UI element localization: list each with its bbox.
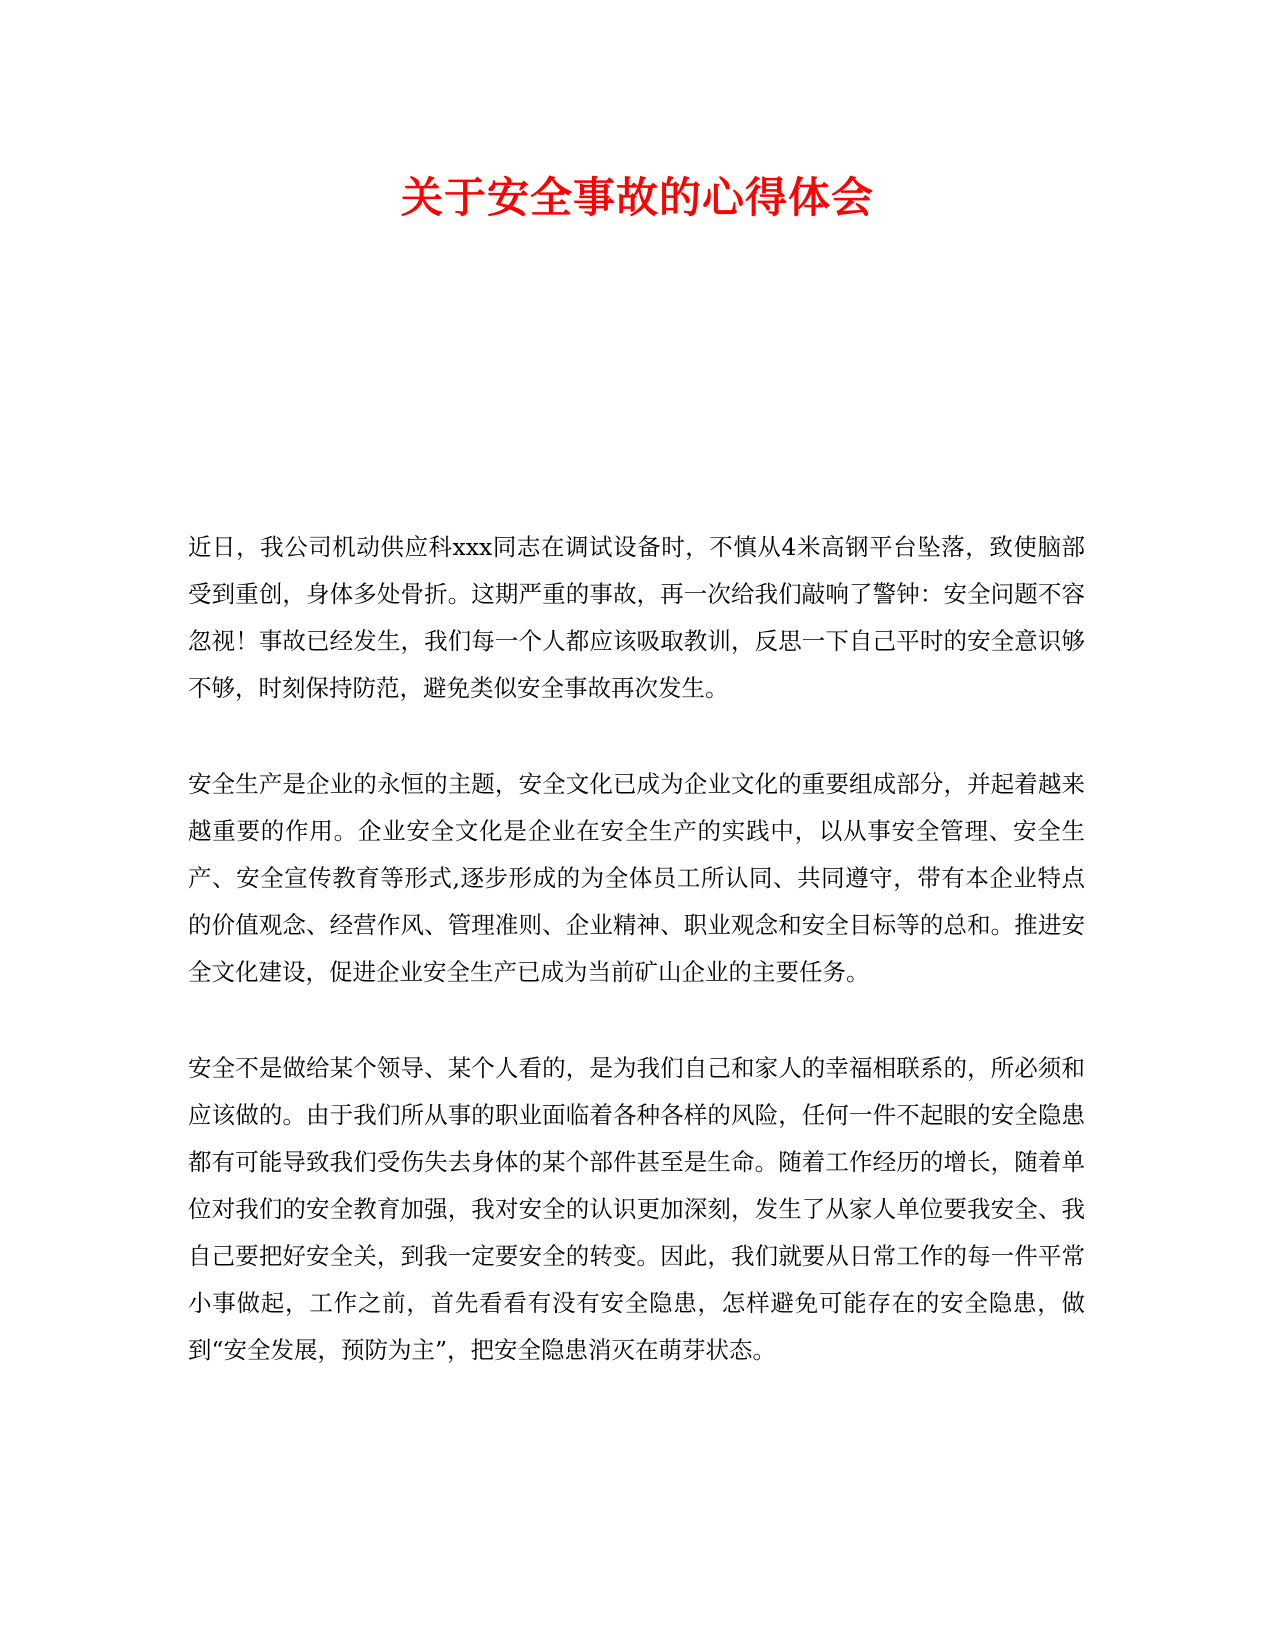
document-title: 关于安全事故的心得体会: [400, 173, 874, 222]
paragraph-2: 安全生产是企业的永恒的主题，安全文化已成为企业文化的重要组成部分，并起着越来越重要的作用。企业安全文化是企业在安全生产的实践中，以从事安全管理、安全生产、安全宣传教育等形式,逐步形成的为全体员工所认同、共同遵守，带有本企业特点的价值观念、经营作风、管理准则、企业精神、职业观念和安全目标等的总和。推进安全文化建设，促进企业安全生产已成为当前矿山企业的主要任务。: [188, 770, 1085, 986]
document-body: [188, 524, 1085, 1423]
paragraph-1: 近日，我公司机动供应科xxx同志在调试设备时，不慎从4米高钢平台坠落，致使脑部受到重创，身体多处骨折。这期严重的事故，再一次给我们敲响了警钟：安全问题不容忽视！事故已经发生，我们每一个人都应该吸取教训，反思一下自己平时的安全意识够不够，时刻保持防范，避免类似安全事故再次发生。: [188, 533, 1085, 702]
paragraph-3: 安全不是做给某个领导、某个人看的，是为我们自己和家人的幸福相联系的，所必须和应该做的。由于我们所从事的职业面临着各种各样的风险，任何一件不起眼的安全隐患都有可能导致我们受伤失去身体的某个部件甚至是生命。随着工作经历的增长，随着单位对我们的安全教育加强，我对安全的认识更加深刻，发生了从家人单位要我安全、我自己要把好安全关，到我一定要安全的转变。因此，我们就要从日常工作的每一件平常小事做起，工作之前，首先看看有没有安全隐患，怎样避免可能存在的安全隐患，做到“安全发展，预防为主”，把安全隐患消灭在萌芽状态。: [188, 1054, 1085, 1364]
